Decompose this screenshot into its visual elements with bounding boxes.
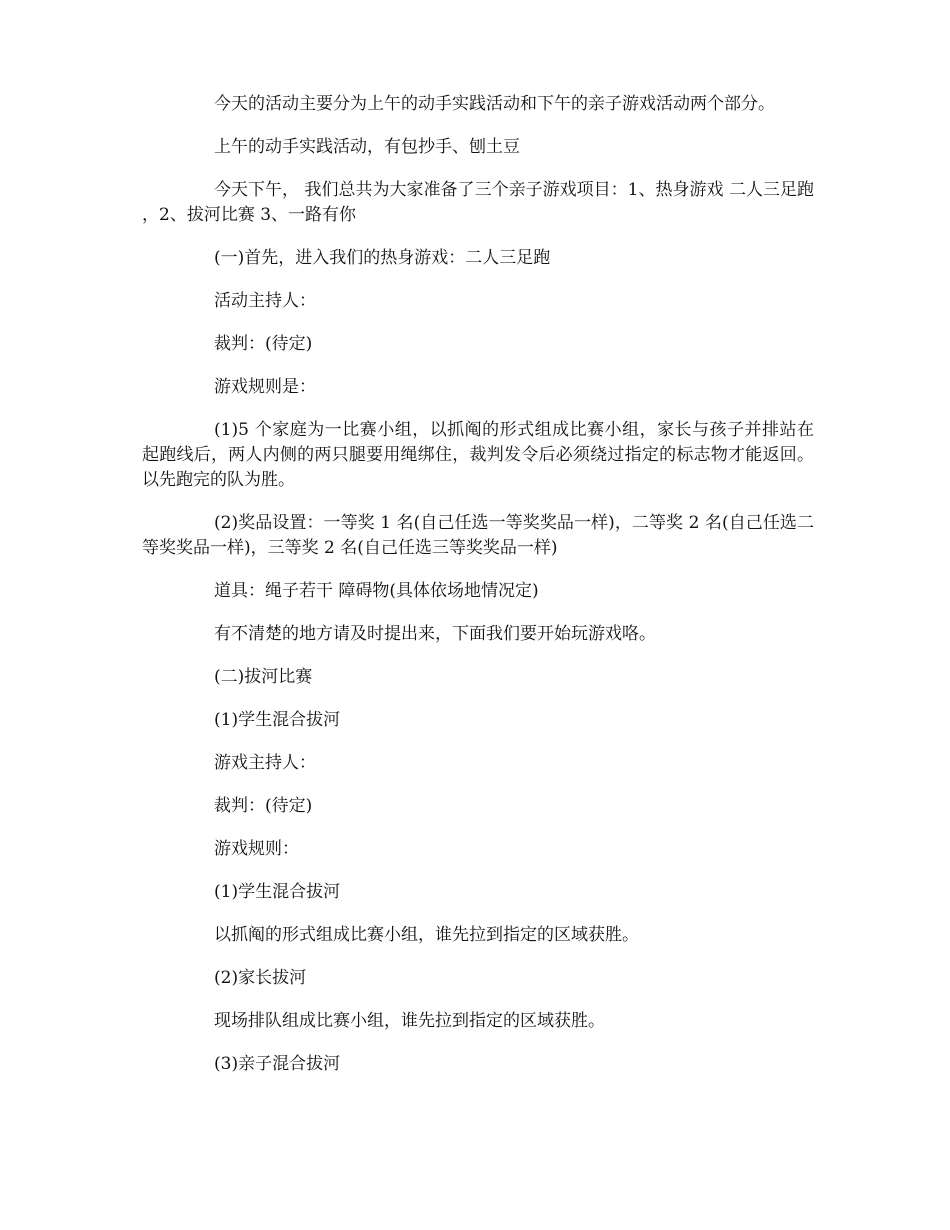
document-body	[142, 92, 814, 1095]
paragraph-parent-tug: (2)家长拔河	[214, 968, 307, 988]
paragraph-game-host: 游戏主持人：	[214, 753, 316, 773]
paragraph-student-tug-rule: 以抓阄的形式组成比赛小组，谁先拉到指定的区域获胜。	[214, 925, 639, 945]
paragraph-prizes: (2)奖品设置：一等奖 1 名(自己任选一等奖奖品一样)，二等奖 2 名(自己任选二等奖奖品一样)，三等奖 2 名(自己任选三等奖奖品一样)	[142, 513, 814, 558]
paragraph-afternoon: 今天下午， 我们总共为大家准备了三个亲子游戏项目：1、热身游戏 二人三足跑 ，2、拔河比赛 3、一路有你	[142, 180, 814, 225]
section-heading-warmup: (一)首先，进入我们的热身游戏：二人三足跑	[214, 248, 551, 268]
paragraph-referee-2: 裁判：(待定)	[214, 796, 313, 816]
paragraph-student-tug: (1)学生混合拔河	[214, 710, 341, 730]
paragraph-referee: 裁判：(待定)	[214, 334, 313, 354]
section-heading-tug-of-war: (二)拔河比赛	[214, 667, 313, 687]
paragraph-rule-1: (1)5 个家庭为一比赛小组，以抓阄的形式组成比赛小组，家长与孩子并排站在起跑线后，两人内侧的两只腿要用绳绑住，裁判发令后必须绕过指定的标志物才能返回。以先跑完的队为胜。	[142, 420, 814, 490]
paragraph-morning: 上午的动手实践活动，有包抄手、刨土豆	[214, 137, 520, 157]
paragraph-intro: 今天的活动主要分为上午的动手实践活动和下午的亲子游戏活动两个部分。	[214, 94, 775, 114]
paragraph-game-rules-label: 游戏规则：	[214, 839, 299, 859]
paragraph-student-tug-2: (1)学生混合拔河	[214, 882, 341, 902]
paragraph-questions: 有不清楚的地方请及时提出来，下面我们要开始玩游戏咯。	[214, 624, 656, 644]
paragraph-rules-label: 游戏规则是：	[214, 377, 316, 397]
paragraph-family-tug: (3)亲子混合拔河	[214, 1054, 341, 1074]
paragraph-host: 活动主持人：	[214, 291, 316, 311]
paragraph-props: 道具：绳子若干 障碍物(具体依场地情况定)	[214, 581, 539, 601]
paragraph-parent-tug-rule: 现场排队组成比赛小组，谁先拉到指定的区域获胜。	[214, 1011, 605, 1031]
